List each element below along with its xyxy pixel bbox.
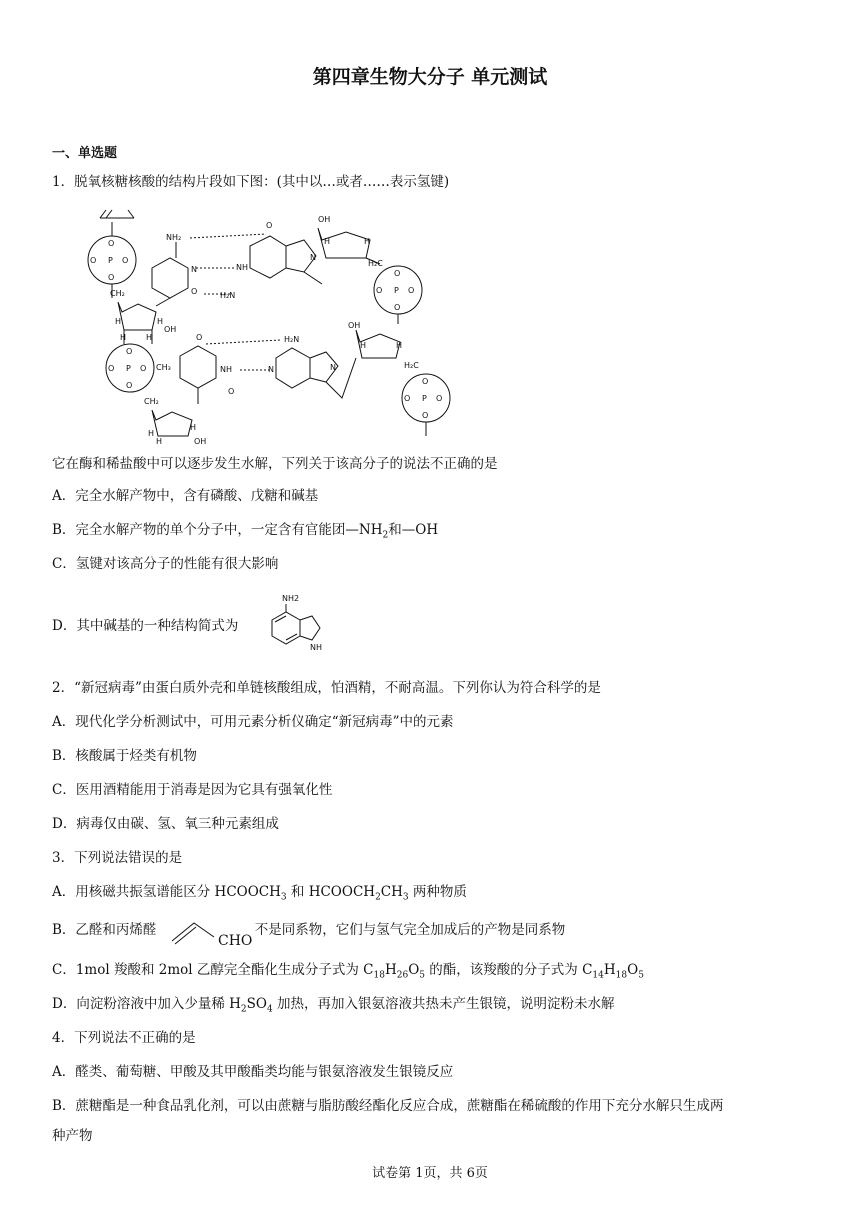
adenine-structure — [262, 592, 332, 656]
q3-option-d: D．向淀粉溶液中加入少量稀 $H_2SO_4$ 加热，再加入银氨溶液共热未产生银镜，说明淀粉未水解 — [52, 996, 615, 1015]
svg-text:CHO: CHO — [218, 933, 253, 947]
svg-text:NH: NH — [236, 263, 248, 272]
svg-text:H₂N: H₂N — [220, 291, 236, 300]
svg-text:H: H — [364, 237, 371, 246]
q2-option-c: C．医用酒精能用于消毒是因为它具有强氧化性 — [52, 782, 333, 798]
svg-text:NH: NH — [310, 643, 322, 652]
svg-text:H: H — [115, 317, 122, 326]
svg-text:H₂C: H₂C — [368, 259, 383, 268]
svg-text:CH₂: CH₂ — [144, 397, 159, 406]
svg-text:H: H — [324, 237, 331, 246]
svg-text:N: N — [268, 365, 274, 374]
svg-text:NH2: NH2 — [282, 594, 300, 603]
q1-stem: 1．脱氧核糖核酸的结构片段如下图：(其中以…或者……表示氢键) — [52, 174, 450, 190]
svg-text:O: O — [404, 394, 411, 403]
svg-text:N: N — [310, 253, 316, 262]
q3-option-c: C．1mol 羧酸和 2mol 乙醇完全酯化生成分子式为 $C_{18}H_{26}O_5$ 的酯，该羧酸的分子式为 $C_{14}H_{18}O_5$ — [52, 962, 644, 981]
q1-option-a: A．完全水解产物中，含有磷酸、戊糖和碱基 — [52, 488, 319, 504]
svg-text:NH₂: NH₂ — [166, 233, 182, 242]
q1-option-d: D．其中碱基的一种结构简式为 — [52, 618, 239, 634]
svg-text:H: H — [190, 423, 197, 432]
q3-stem: 3．下列说法错误的是 — [52, 850, 183, 866]
svg-text:O: O — [108, 364, 115, 373]
dna-label-p: P — [108, 256, 113, 265]
svg-text:H: H — [396, 341, 403, 350]
dna-structure-diagram — [60, 206, 460, 446]
q3-option-b: B．乙醛和丙烯醛 不是同系物，它们与氢气完全加成后的产物是同系物 — [52, 922, 566, 938]
svg-text:O: O — [122, 256, 129, 265]
svg-text:O: O — [126, 381, 133, 390]
svg-text:H: H — [157, 317, 164, 326]
svg-text:O: O — [394, 269, 401, 278]
svg-text:O: O — [408, 286, 415, 295]
section-heading: 一、单选题 — [52, 146, 118, 161]
svg-text:CH₂: CH₂ — [110, 289, 125, 298]
svg-text:N: N — [191, 265, 197, 274]
q2-stem: 2．“新冠病毒”由蛋白质外壳和单链核酸组成，怕酒精，不耐高温。下列你认为符合科学的是 — [52, 680, 601, 696]
page-title: 第四章生物大分子 单元测试 — [312, 66, 548, 88]
svg-text:O: O — [228, 387, 235, 396]
svg-text:OH: OH — [194, 437, 207, 446]
svg-text:H: H — [360, 341, 367, 350]
svg-text:O: O — [422, 377, 429, 386]
q4-option-b-line1: B．蔗糖酯是一种食品乳化剂，可以由蔗糖与脂肪酸经酯化反应合成，蔗糖酯在稀硫酸的作用下充分水解只生成两 — [52, 1098, 724, 1114]
svg-text:P: P — [394, 286, 399, 295]
acrolein-structure — [168, 915, 258, 947]
svg-text:OH: OH — [318, 215, 331, 224]
svg-text:OH: OH — [348, 321, 361, 330]
svg-text:O: O — [140, 364, 147, 373]
q2-option-d: D．病毒仅由碳、氢、氧三种元素组成 — [52, 816, 279, 832]
svg-text:H: H — [156, 437, 163, 446]
q2-option-b: B．核酸属于烃类有机物 — [52, 748, 197, 764]
q1-followup: 它在酶和稀盐酸中可以逐步发生水解，下列关于该高分子的说法不正确的是 — [52, 456, 498, 472]
svg-text:O: O — [108, 273, 115, 282]
q4-stem: 4．下列说法不正确的是 — [52, 1030, 196, 1046]
svg-text:P: P — [126, 364, 131, 373]
q1-option-b: B．完全水解产物的单个分子中，一定含有官能团$—NH_2$和—OH — [52, 522, 439, 541]
svg-text:O: O — [108, 239, 115, 248]
svg-text:CH₃: CH₃ — [156, 363, 171, 372]
svg-text:O: O — [436, 394, 443, 403]
svg-text:O: O — [422, 411, 429, 420]
svg-text:O: O — [126, 347, 133, 356]
svg-text:H₂N: H₂N — [284, 335, 300, 344]
svg-text:N: N — [330, 363, 336, 372]
svg-text:H: H — [146, 333, 153, 342]
svg-text:H: H — [148, 429, 155, 438]
q3-option-a: A．用核磁共振氢谱能区分 $HCOOCH_3$ 和 $HCOOCH_2CH_3$ 两种物质 — [52, 884, 467, 903]
svg-text:OH: OH — [164, 325, 177, 334]
svg-text:O: O — [266, 221, 273, 230]
svg-text:P: P — [422, 394, 427, 403]
svg-text:NH: NH — [220, 365, 232, 374]
svg-text:H₂C: H₂C — [404, 361, 419, 370]
page-footer: 试卷第 1页，共 6页 — [372, 1166, 488, 1181]
svg-text:H: H — [120, 333, 127, 342]
q2-option-a: A．现代化学分析测试中，可用元素分析仪确定“新冠病毒”中的元素 — [52, 714, 454, 730]
q1-option-c: C．氢键对该高分子的性能有很大影响 — [52, 556, 279, 572]
svg-text:O: O — [196, 333, 203, 342]
q4-option-a: A．醛类、葡萄糖、甲酸及其甲酸酯类均能与银氨溶液发生银镜反应 — [52, 1064, 454, 1080]
svg-text:O: O — [376, 286, 383, 295]
svg-text:O: O — [394, 303, 401, 312]
svg-text:O: O — [90, 256, 97, 265]
svg-text:O: O — [191, 287, 198, 296]
q4-option-b-line2: 种产物 — [52, 1128, 93, 1144]
